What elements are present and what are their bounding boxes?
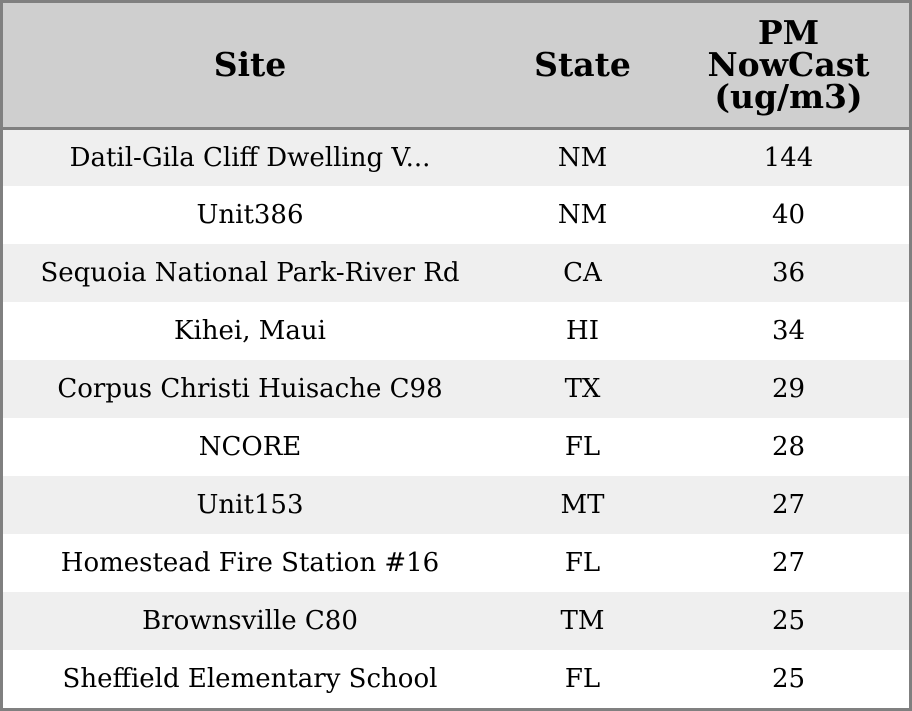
pm-value-cell: 36 [771, 258, 806, 288]
pm-value-cell: 34 [771, 316, 806, 346]
site-cell: Kihei, Maui [174, 316, 326, 346]
pm-value-cell: 29 [771, 374, 806, 404]
site-cell: Datil-Gila Cliff Dwelling V... [69, 142, 431, 173]
table-row [3, 302, 909, 360]
state-cell: CA [563, 258, 602, 288]
pm-value-cell: 40 [771, 200, 806, 230]
table-row [3, 244, 909, 302]
state-cell: HI [566, 316, 599, 346]
pm-nowcast-table [3, 3, 909, 708]
table-row [3, 534, 909, 592]
column-header-state: State [497, 3, 668, 128]
site-cell: Corpus Christi Huisache C98 [57, 374, 443, 404]
site-cell: Brownsville C80 [142, 606, 358, 636]
table-body [3, 128, 909, 708]
state-cell: FL [564, 432, 601, 462]
table-row [3, 592, 909, 650]
state-cell: NM [557, 200, 608, 230]
table-row [3, 650, 909, 708]
state-cell: MT [560, 490, 605, 520]
header-row [3, 3, 909, 128]
column-header-pm-nowcast [668, 3, 909, 128]
state-cell: TX [564, 374, 601, 404]
pm-value-cell: 25 [771, 606, 806, 636]
column-header-pm-line-2: NowCast [707, 44, 870, 84]
site-cell: Unit153 [196, 490, 304, 520]
pm-value-cell: 25 [771, 664, 806, 694]
column-header-pm-line-1: PM [757, 12, 820, 52]
site-cell: NCORE [198, 432, 302, 462]
column-header-site: Site [3, 3, 497, 128]
column-header-pm-line-3: (ug/m3) [714, 76, 863, 116]
state-cell: FL [564, 548, 601, 578]
state-cell: NM [557, 142, 608, 173]
state-cell: TM [560, 606, 605, 636]
pm-value-cell: 28 [771, 432, 806, 462]
state-cell: FL [564, 664, 601, 694]
table-row [3, 360, 909, 418]
table-row [3, 476, 909, 534]
table-row [3, 418, 909, 476]
table-header [3, 3, 909, 128]
site-cell: Sequoia National Park-River Rd [40, 258, 460, 288]
pm-value-cell: 27 [771, 490, 806, 520]
site-cell: Sheffield Elementary School [62, 664, 438, 694]
pm-value-cell: 144 [763, 142, 814, 173]
table-row [3, 128, 909, 186]
table-row [3, 186, 909, 244]
site-cell: Homestead Fire Station #16 [60, 548, 440, 578]
site-cell: Unit386 [196, 200, 304, 230]
pm-value-cell: 27 [771, 548, 806, 578]
